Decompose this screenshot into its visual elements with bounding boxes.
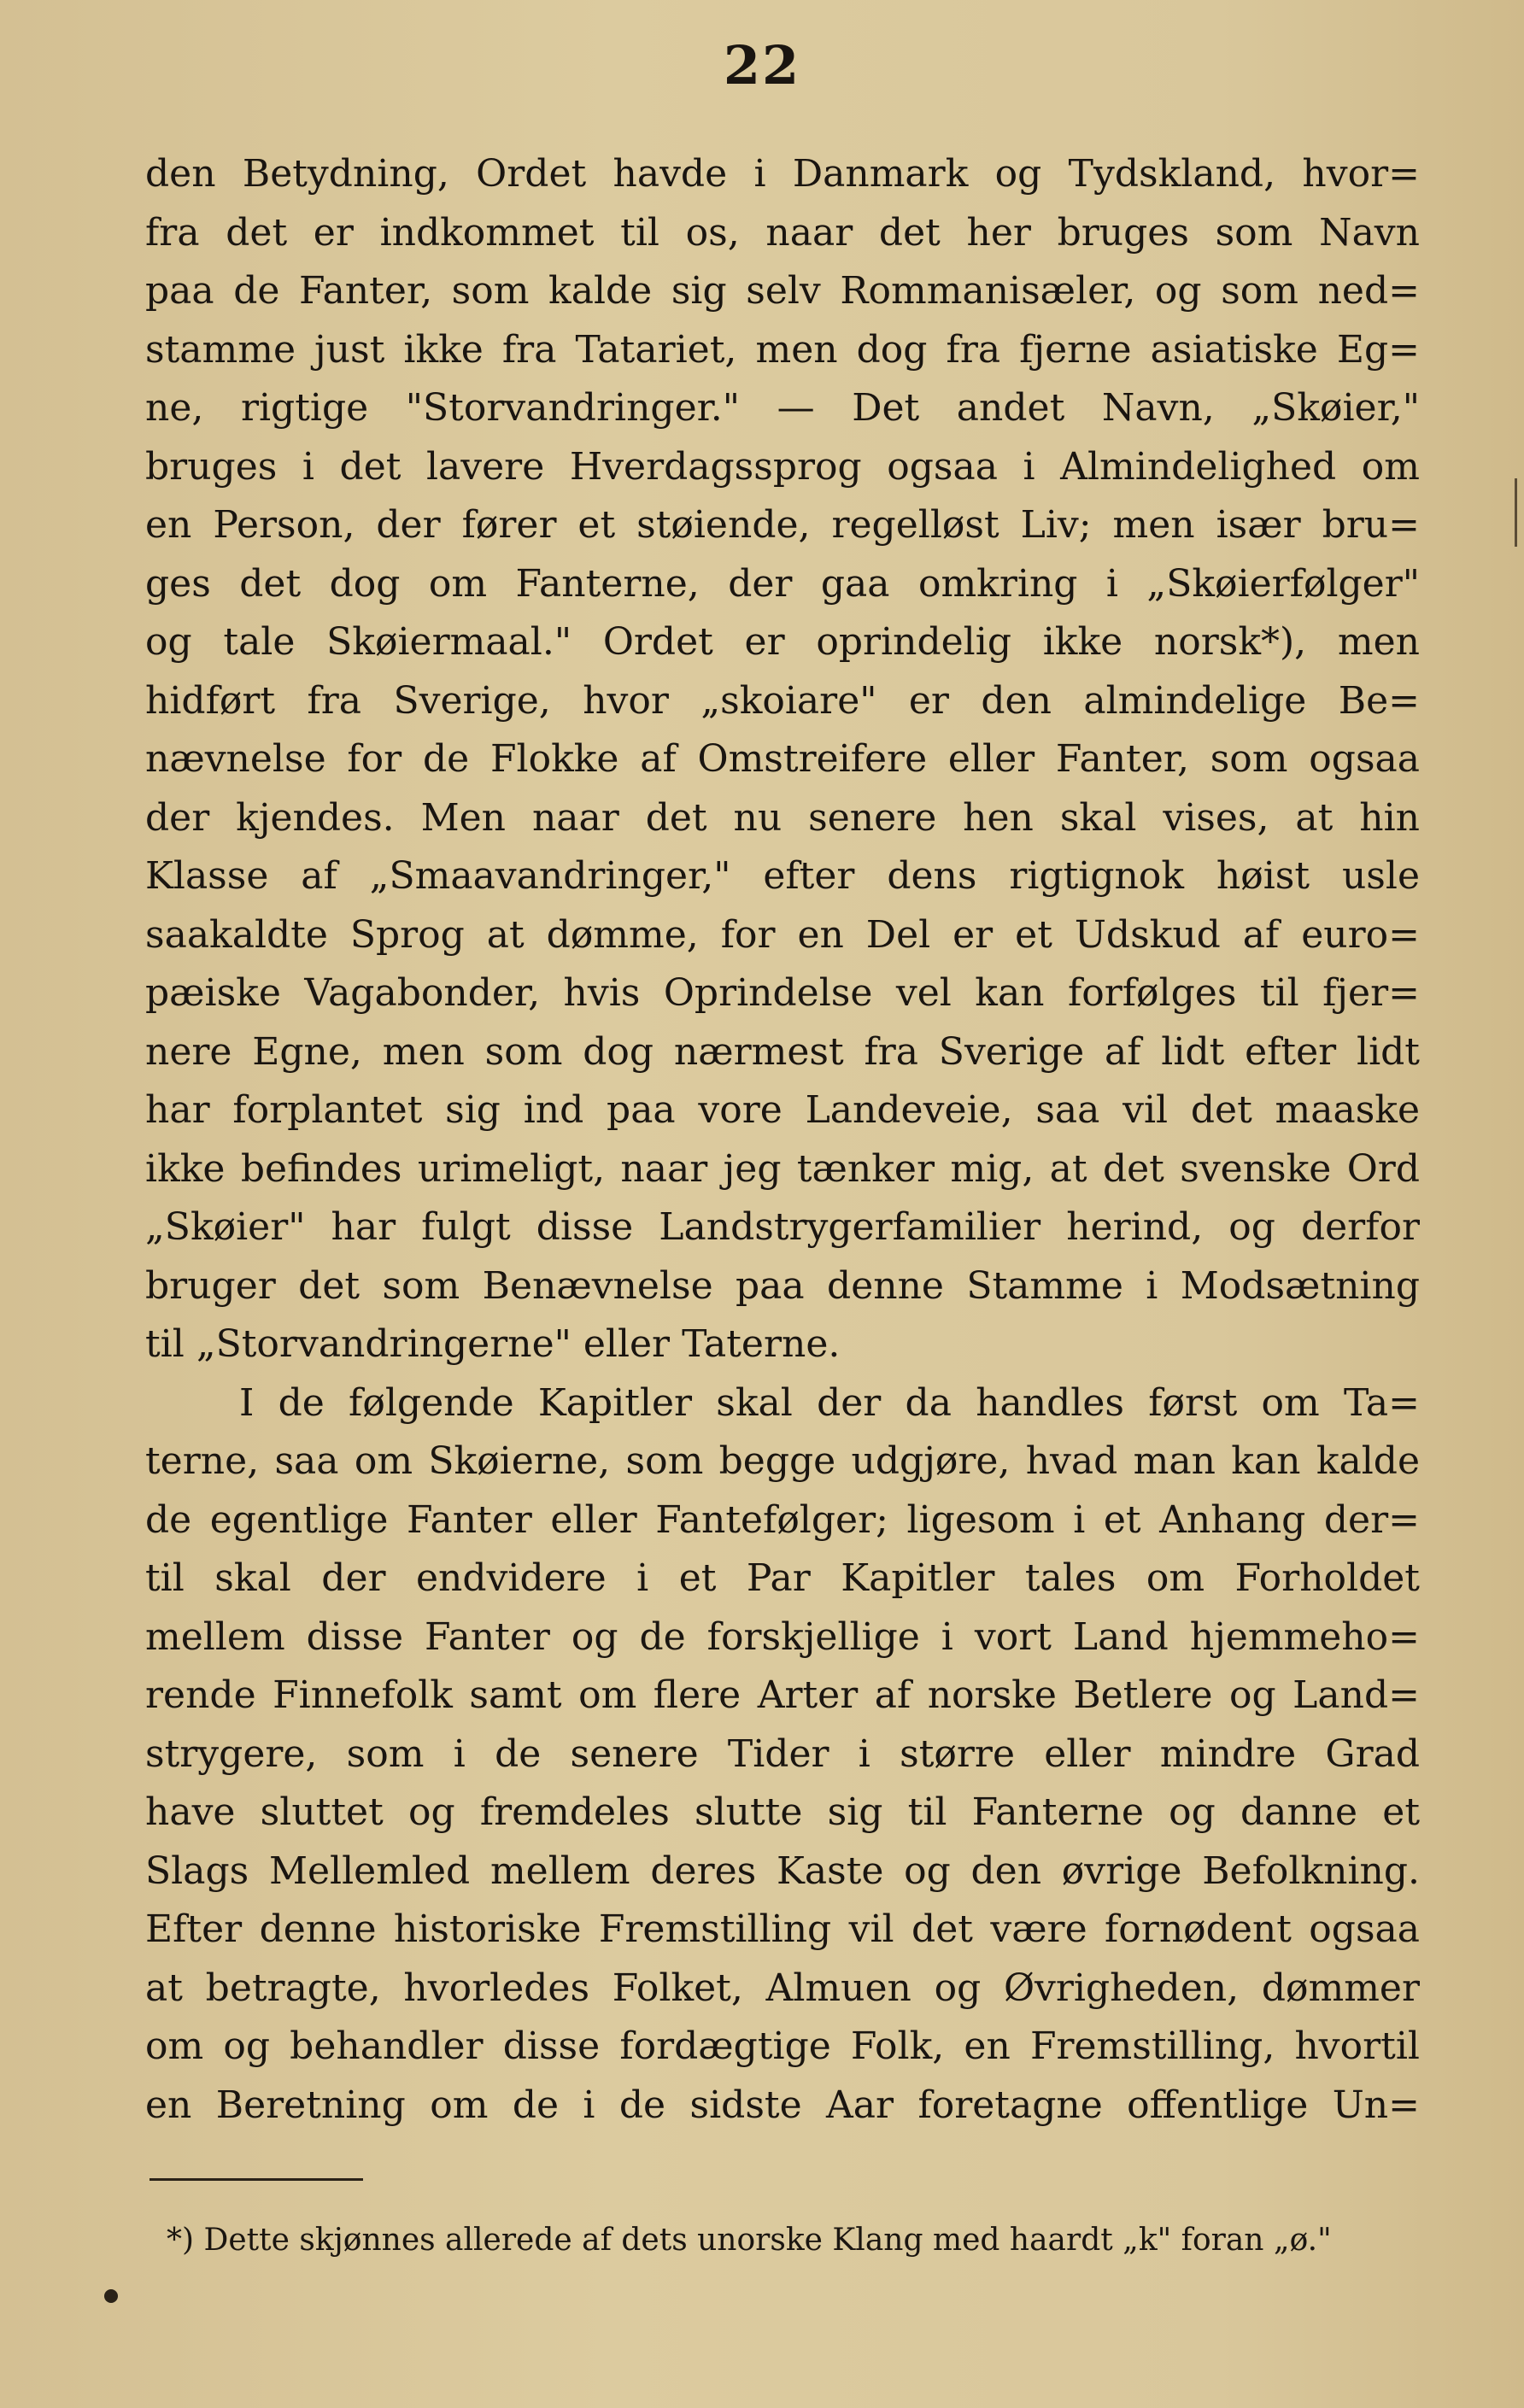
text-line: Klasse af „Smaavandringer," efter dens rigtignok høist usle [145,854,1420,898]
text-line: den Betydning, Ordet havde i Danmark og Tydskland, hvor= [145,152,1420,196]
text-line: hidført fra Sverige, hvor „skoiare" er den almindelige Be= [145,678,1420,723]
text-line: der kjendes. Men naar det nu senere hen skal vises, at hin [145,795,1420,840]
text-line: til „Storvandringerne" eller Taterne. [145,1322,841,1366]
paragraph-start-line: I de følgende Kapitler skal der da handles først om Ta= [239,1380,1420,1425]
body-text [145,145,1420,2135]
text-line: paa de Fanter, som kalde sig selv Rommanisæler, og som ned= [145,269,1420,313]
text-line: om og behandler disse fordægtige Folk, en Fremstilling, hvortil [145,2024,1420,2068]
text-line: rende Finnefolk samt om flere Arter af norske Betlere og Land= [145,1673,1420,1717]
text-line: ne, rigtige "Storvandringer." — Det andet Navn, „Skøier," [145,386,1420,430]
text-line: pæiske Vagabonder, hvis Oprindelse vel kan forfølges til fjer= [145,971,1420,1015]
text-line: nævnelse for de Flokke af Omstreifere eller Fanter, som ogsaa [145,737,1420,781]
text-line: Slags Mellemled mellem deres Kaste og den øvrige Befolkning. [145,1848,1420,1893]
text-line: og tale Skøiermaal." Ordet er oprindelig ikke norsk*), men [145,620,1420,664]
text-line: de egentlige Fanter eller Fantefølger; ligesom i et Anhang der= [145,1497,1420,1542]
text-line: bruger det som Benævnelse paa denne Stamme i Modsætning [145,1263,1420,1308]
text-line: strygere, som i de senere Tider i større eller mindre Grad [145,1731,1420,1776]
text-line: Efter denne historiske Fremstilling vil det være fornødent ogsaa [145,1907,1420,1951]
text-line: bruges i det lavere Hverdagssprog ogsaa i Almindelighed om [145,444,1420,489]
text-line: nere Egne, men som dog nærmest fra Sverige af lidt efter lidt [145,1029,1420,1074]
text-line: terne, saa om Skøierne, som begge udgjøre, hvad man kan kalde [145,1439,1420,1483]
page-edge-mark [1515,478,1517,547]
text-line: har forplantet sig ind paa vore Landeveie, saa vil det maaske [145,1088,1420,1132]
text-line: ges det dog om Fanterne, der gaa omkring i „Skøierfølger" [145,561,1420,606]
text-line: have sluttet og fremdeles slutte sig til Fanterne og danne et [145,1790,1420,1834]
text-line: saakaldte Sprog at dømme, for en Del er et Udskud af euro= [145,912,1420,957]
text-line: fra det er indkommet til os, naar det her bruges som Navn [145,210,1420,255]
text-line: „Skøier" har fulgt disse Landstrygerfamilier herind, og derfor [145,1205,1420,1249]
page-number: 22 [723,34,801,97]
text-line: ikke befindes urimeligt, naar jeg tænker mig, at det svenske Ord [145,1146,1420,1191]
ink-spot [104,2289,118,2303]
text-line: en Person, der fører et støiende, regelløst Liv; men især bru= [145,503,1420,547]
text-line: en Beretning om de i de sidste Aar foretagne offentlige Un= [145,2083,1420,2127]
text-line: til skal der endvidere i et Par Kapitler tales om Forholdet [145,1556,1420,1600]
text-line: stamme just ikke fra Tatariet, men dog fra fjerne asiatiske Eg= [145,327,1420,372]
text-line: mellem disse Fanter og de forskjellige i vort Land hjemmeho= [145,1614,1420,1659]
footnote-divider [149,2178,363,2181]
footnote: *) Dette skjønnes allerede af dets unorske Klang med haardt „k" foran „ø." [167,2223,1332,2258]
text-line: at betragte, hvorledes Folket, Almuen og Øvrigheden, dømmer [145,1966,1420,2010]
